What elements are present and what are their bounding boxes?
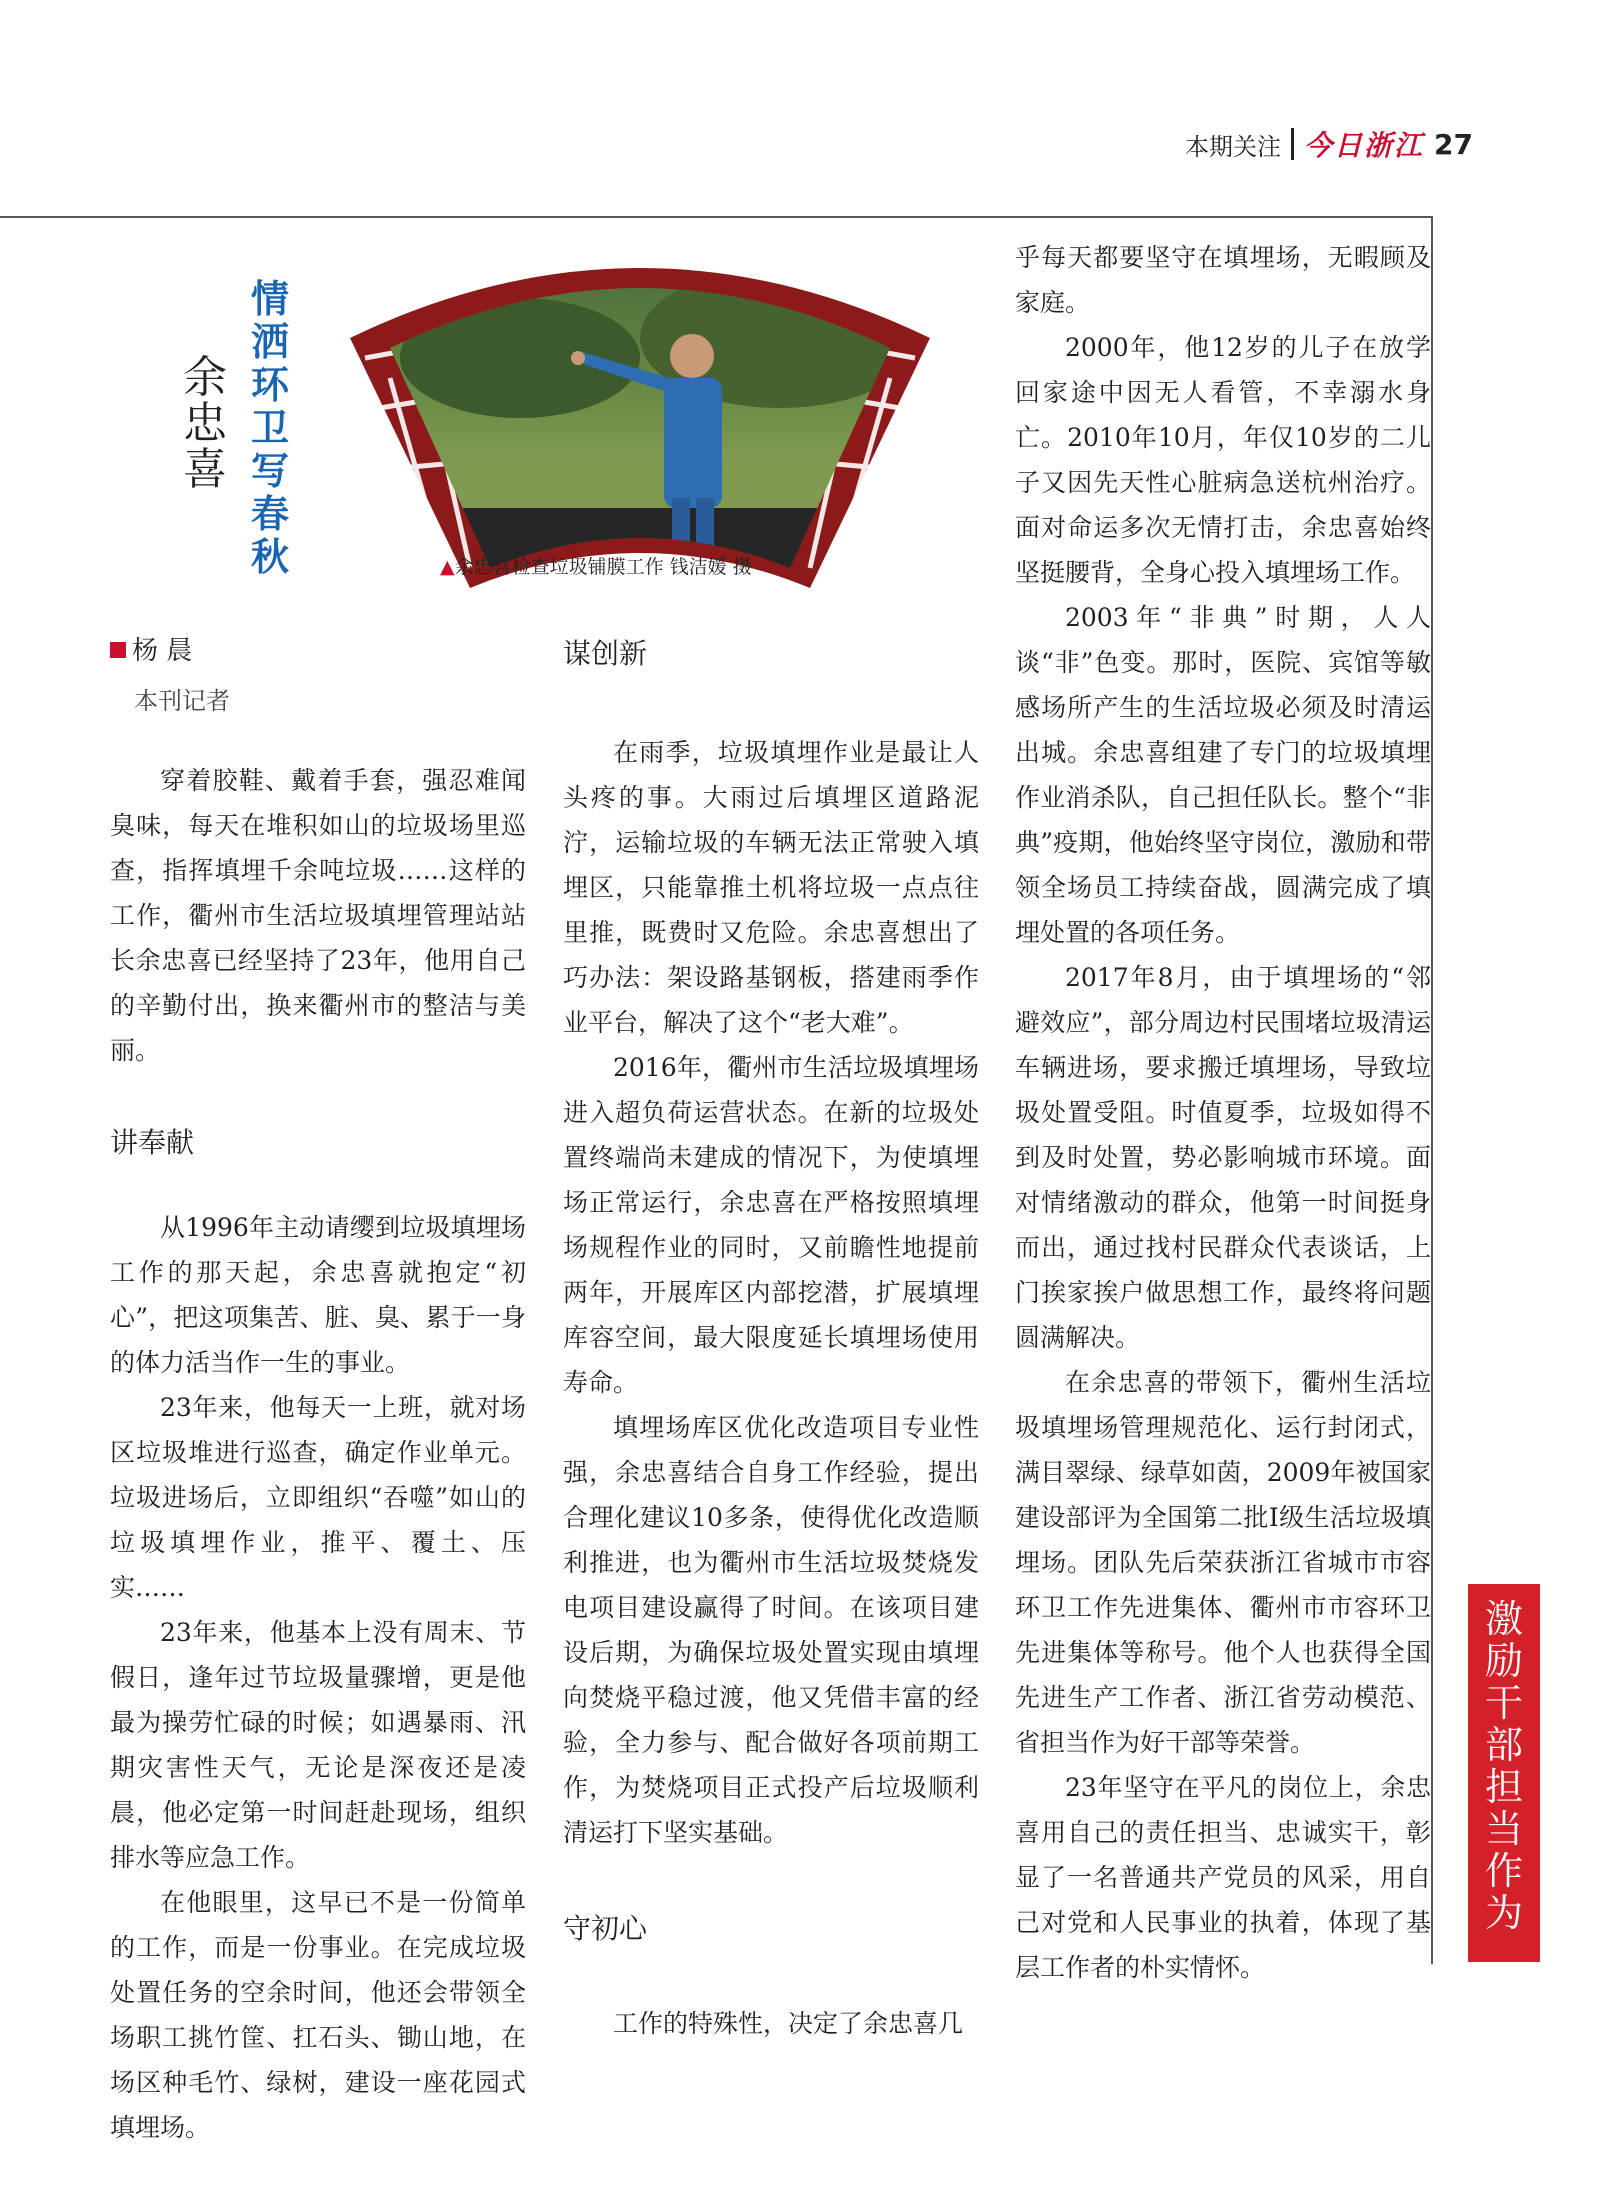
author-byline: 杨 晨	[110, 630, 526, 667]
article-title-name: 余忠喜	[183, 352, 227, 495]
paragraph: 23年来，他每天一上班，就对场区垃圾堆进行巡查，确定作业单元。垃圾进场后，立即组织“吞噬”如山的垃圾填埋作业，推平、覆土、压实……	[110, 1393, 526, 1602]
section-heading: 谋创新	[563, 637, 648, 670]
author-role: 本刊记者	[134, 687, 230, 715]
paragraph: 2003年“非典”时期，人人谈“非”色变。那时，医院、宾馆等敏感场所产生的生活垃圾必须及时清运出城。余忠喜组建了专门的垃圾填埋作业消杀队，自己担任队长。整个“非典”疫期，他始终坚守岗位，激励和带领全场员工持续奋战，圆满完成了填埋处置的各项任务。	[1015, 603, 1431, 947]
paragraph: 23年来，他基本上没有周末、节假日，逢年过节垃圾量骤增，更是他最为操劳忙碌的时候；如遇暴雨、汛期灾害性天气，无论是深夜还是凌晨，他必定第一时间赶赴现场，组织排水等应急工作。	[110, 1618, 526, 1872]
paragraph: 在余忠喜的带领下，衢州生活垃圾填埋场管理规范化、运行封闭式，满目翠绿、绿草如茵，2009年被国家建设部评为全国第二批Ⅰ级生活垃圾填埋场。团队先后荣获浙江省城市市容环卫工作先进集体、衢州市市容环卫先进集体等称号。他个人也获得全国先进生产工作者、浙江省劳动模范、省担当作为好干部等荣誉。	[1015, 1368, 1431, 1757]
paragraph: 2017年8月，由于填埋场的“邻避效应”，部分周边村民围堵垃圾清运车辆进场，要求搬迁填埋场，导致垃圾处置受阻。时值夏季，垃圾如得不到及时处置，势必影响城市环境。面对情绪激动的群众，他第一时间挺身而出，通过找村民群众代表谈话，上门挨家挨户做思想工作，最终将问题圆满解决。	[1015, 963, 1431, 1352]
page-header	[1185, 124, 1473, 164]
column-3	[1015, 235, 1431, 1990]
paragraph: 在雨季，垃圾填埋作业是最让人头疼的事。大雨过后填埋区道路泥泞，运输垃圾的车辆无法正常驶入填埋区，只能靠推土机将垃圾一点点往里推，既费时又危险。余忠喜想出了巧办法：架设路基钢板，搭建雨季作业平台，解决了这个“老大难”。	[563, 738, 979, 1037]
side-tab: 激励干部担当作为	[1468, 1584, 1540, 1962]
section-label: 本期关注	[1185, 132, 1282, 161]
right-rule	[1431, 216, 1433, 1964]
page-number: 27	[1434, 127, 1473, 161]
paragraph: 2016年，衢州市生活垃圾填埋场进入超负荷运营状态。在新的垃圾处置终端尚未建成的情况下，为使填埋场正常运行，余忠喜在严格按照填埋场规程作业的同时，又前瞻性地提前两年，开展库区内部挖潜，扩展填埋库容空间，最大限度延长填埋场使用寿命。	[563, 1053, 979, 1397]
paragraph: 工作的特殊性，决定了余忠喜几	[613, 2009, 964, 2038]
article-subtitle: 情洒环卫写春秋	[250, 277, 289, 579]
header-divider	[1291, 128, 1294, 160]
paragraph: 2000年，他12岁的儿子在放学回家途中因无人看管，不幸溺水身亡。2010年10月，年仅10岁的二儿子又因先天性心脏病急送杭州治疗。面对命运多次无情打击，余忠喜始终坚挺腰背，全身心投入填埋场工作。	[1015, 333, 1431, 587]
paragraph: 填埋场库区优化改造项目专业性强，余忠喜结合自身工作经验，提出合理化建议10多条，使得优化改造顺利推进，也为衢州市生活垃圾焚烧发电项目建设赢得了时间。在该项目建设后期，为确保垃圾处置实现由填埋向焚烧平稳过渡，他又凭借丰富的经验，全力参与、配合做好各项前期工作，为焚烧项目正式投产后垃圾顺利清运打下坚实基础。	[563, 1413, 979, 1847]
fan-photo	[320, 268, 960, 588]
section-heading: 讲奉献	[110, 1126, 195, 1159]
column-1	[110, 630, 526, 2150]
paragraph: 在他眼里，这早已不是一份简单的工作，而是一份事业。在完成垃圾处置任务的空余时间，他还会带领全场职工挑竹筐、扛石头、锄山地，在场区种毛竹、绿树，建设一座花园式填埋场。	[110, 1888, 526, 2142]
photo-caption: ▲余忠喜检查垃圾铺膜工作 钱洁媛 摄	[440, 556, 752, 578]
magazine-logo: 今日浙江	[1304, 129, 1425, 162]
column-2	[563, 632, 979, 2046]
paragraph: 从1996年主动请缨到垃圾填埋场工作的那天起，余忠喜就抱定“初心”，把这项集苦、脏、臭、累于一身的体力活当作一生的事业。	[110, 1213, 526, 1377]
paragraph: 穿着胶鞋、戴着手套，强忍难闻臭味，每天在堆积如山的垃圾场里巡查，指挥填埋千余吨垃圾……这样的工作，衢州市生活垃圾填埋管理站站长余忠喜已经坚持了23年，他用自己的辛勤付出，换来衢州市的整洁与美丽。	[110, 766, 526, 1065]
section-heading: 守初心	[563, 1912, 648, 1945]
paragraph: 23年坚守在平凡的岗位上，余忠喜用自己的责任担当、忠诚实干，彰显了一名普通共产党员的风采，用自己对党和人民事业的执着，体现了基层工作者的朴实情怀。	[1015, 1773, 1431, 1982]
square-marker-icon	[110, 642, 126, 658]
top-rule	[0, 216, 1433, 218]
paragraph: 乎每天都要坚守在填埋场，无暇顾及家庭。	[1015, 243, 1431, 317]
caption-marker-icon: ▲	[440, 556, 455, 578]
